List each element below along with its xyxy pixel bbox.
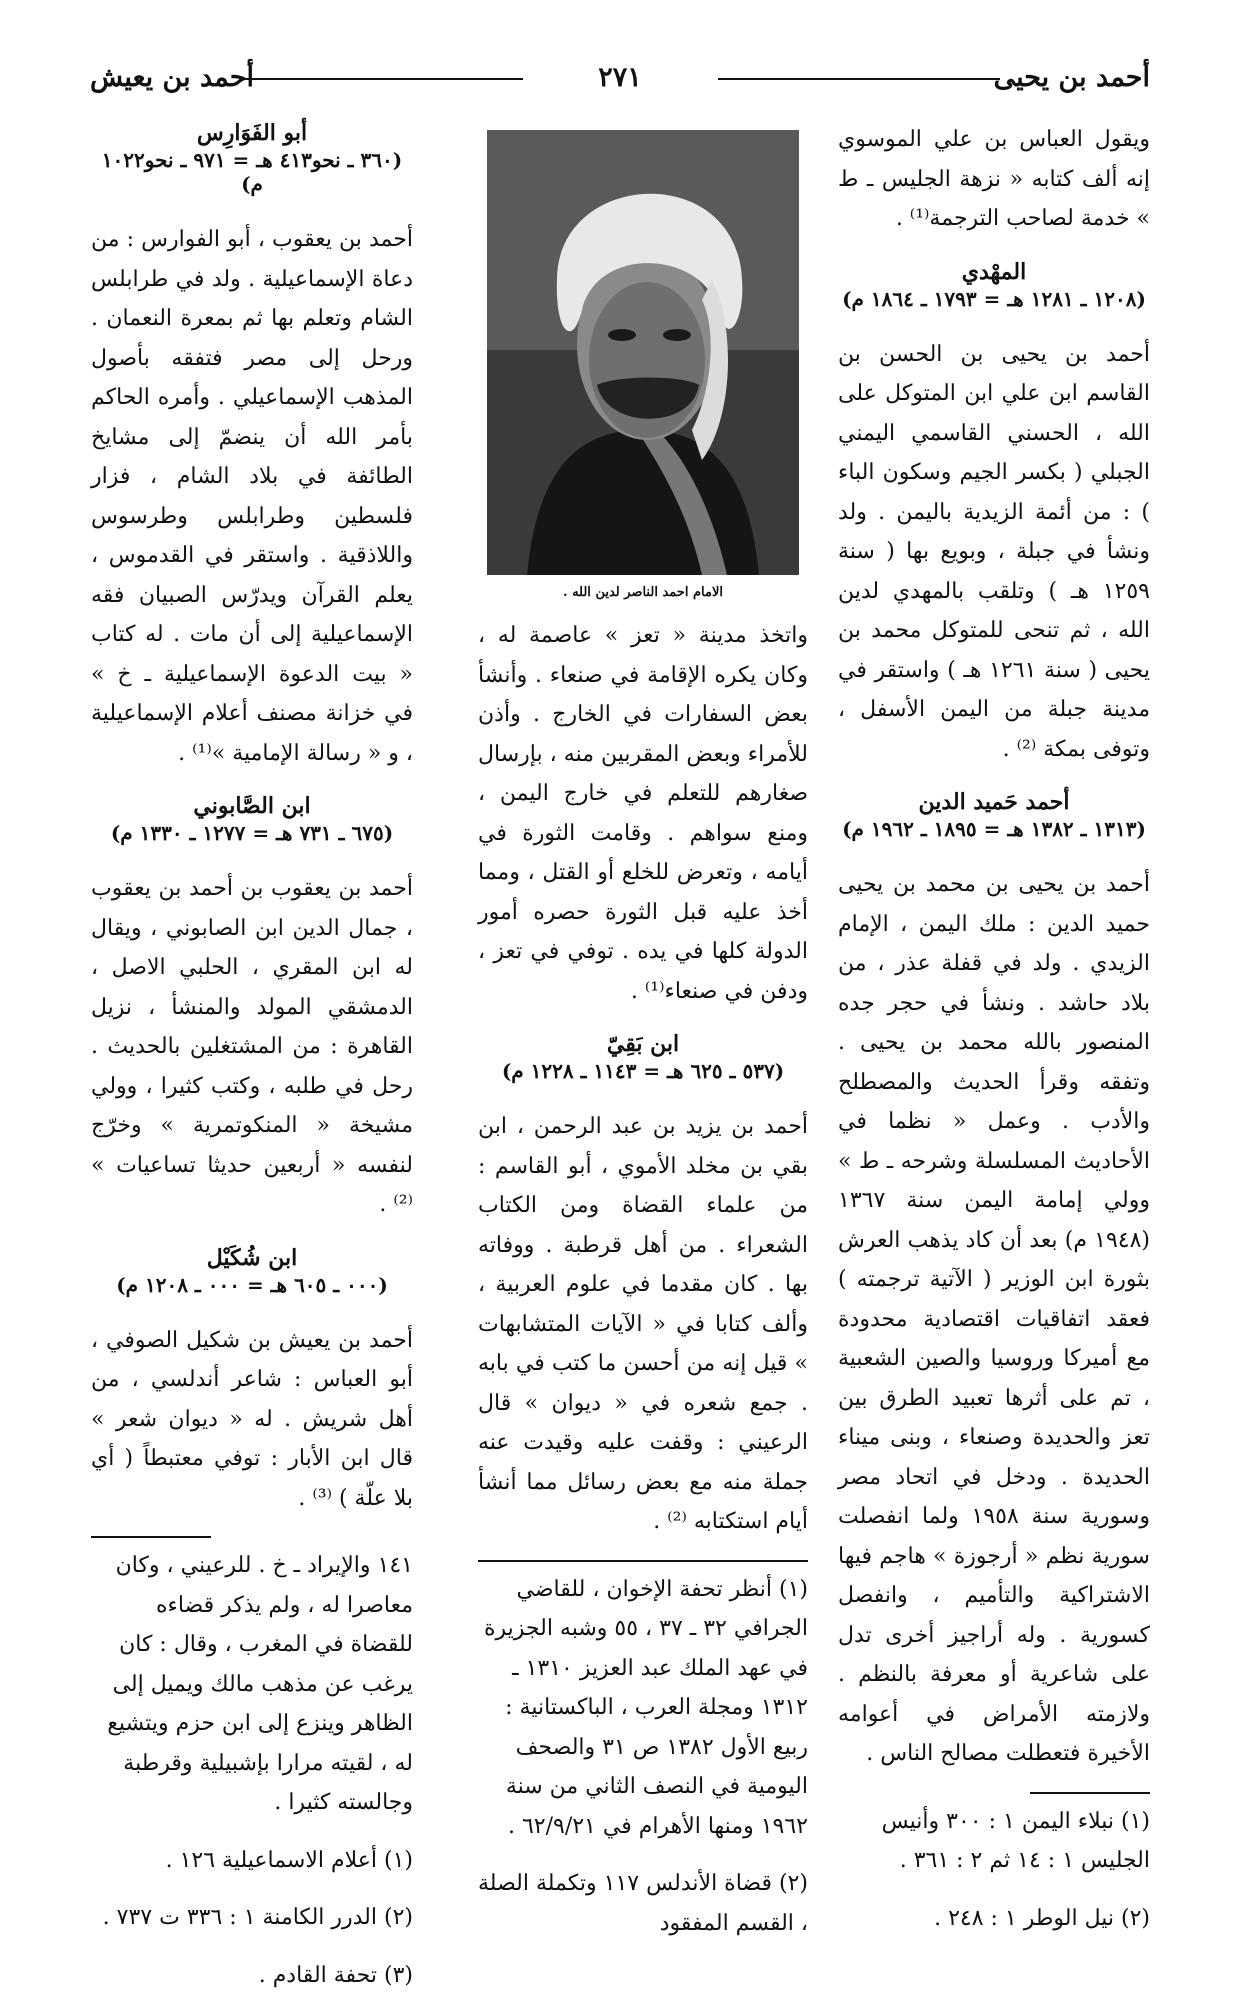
footnote: (٢) نيل الوطر ١ : ٢٤٨ . — [934, 1905, 1150, 1931]
portrait-illustration — [487, 130, 799, 575]
entry-body: أحمد بن يعيش بن شكيل الصوفي ، أبو العباس : شاعر أندلسي ، من أهل شريش . له « ديوان شعر » قال ابن الأبار : توفي معتبطاً ( أي بلا علّة ) ⁽³⁾ . — [91, 1327, 413, 1511]
intro-paragraph: ويقول العباس بن علي الموسوي إنه ألف كتابه « نزهة الجليس ـ ط » خدمة لصاحب الترجمة⁽¹⁾ . — [838, 127, 1150, 231]
continuation-paragraph: واتخذ مدينة « تعز » عاصمة له ، وكان يكره الإقامة في صنعاء . وأنشأ بعض السفارات في الخارج . وأذن للأمراء وبعض المقربين منه ، بإرسال صغارهم للتعلم في خارج اليمن ، ومنع سواهم . وقامت الثورة في أيامه ، وتعرض للخلع أو القتل ، ومما أخذ عليه قبل الثورة حصره أمور الدولة كلها في يده . توفي في تعز ، ودفن في صنعاء⁽¹⁾ . — [478, 623, 808, 1004]
entry-name: أحمد حَميد الدين — [918, 789, 1070, 815]
footnote: (١) أعلام الاسماعيلية ١٢٦ . — [165, 1847, 413, 1873]
entry-dates: (١٢٠٨ ـ ١٢٨١ هـ = ١٧٩٣ ـ ١٨٦٤ م) — [842, 286, 1146, 311]
entry-dates: (٥٣٧ ـ ٦٢٥ هـ = ١١٤٣ ـ ١٢٢٨ م) — [501, 1059, 785, 1083]
footnote: (٢) الدرر الكامنة ١ : ٣٣٦ ت ٧٣٧ . — [102, 1905, 413, 1930]
entry-body: أحمد بن يحيى بن محمد بن يحيى حميد الدين : ملك اليمن ، الإمام الزيدي . ولد في قفلة عذر ، من بلاد حاشد . ونشأ في حجر جده المنصور بالله محمد بن يحيى . وتفقه وقرأ الحديث والمصطلح والأدب . وعمل « نظما في الأحاديث المسلسلة وشرحه ـ ط » وولي إمامة اليمن سنة ١٣٦٧ (١٩٤٨ م) بعد أن كاد يذهب العرش بثورة ابن الوزير ( الآتية ترجمته ) فعقد اتفاقيات اقتصادية محدودة مع أميركا وروسيا والصين الشعبية ، تم على أثرها تعبيد الطرق بين تعز والحديدة وصنعاء ، وبنى ميناء الحديدة . ودخل في اتحاد مصر وسورية سنة ١٩٥٨ ولما انفصلت سورية نظم « أرجوزة » هاجم فيها الاشتراكية والتأميم ، وانفصل كسورية . وله أراجيز أخرى تدل على شاعرية أو معرفة بالنظم . ولازمته الأمراض في أعوامه الأخيرة فتعطلت مصالح الناس . — [838, 872, 1150, 1766]
page-number: ٢٧١ — [598, 62, 642, 93]
entry-body: أحمد بن يعقوب ، أبو الفوارس : من دعاة الإسماعيلية . ولد في طرابلس الشام وتعلم بها ثم بمعرة النعمان . ورحل إلى مصر فتفقه بأصول المذهب الإسماعيلي . وأمره الحاكم بأمر الله أن ينضمّ إلى مشايخ الطائفة في بلاد الشام ، فزار فلسطين وطرابلس وطرسوس واللاذقية . واستقر في القدموس ، يعلم القرآن ويدرّس الصبيان فقه الإسماعيلية إلى أن مات . له كتاب « بيت الدعوة الإسماعيلية ـ خ » في خزانة مصنف أعلام الإسماعيلية ، و « رسالة الإمامية »⁽¹⁾ . — [91, 227, 413, 766]
footnote-rule — [91, 1536, 211, 1538]
middle-column — [478, 130, 808, 1961]
header-rule-right — [718, 78, 1000, 80]
entry-name: ابن الصَّابوني — [193, 793, 311, 819]
entry-name: المهْدي — [961, 258, 1027, 285]
footnote-rule — [1030, 1792, 1150, 1794]
entry-name: ابن شُكَيْل — [206, 1244, 298, 1271]
entry-dates: (٦٧٥ ـ ٧٣١ هـ = ١٢٧٧ ـ ١٣٣٠ م) — [110, 821, 394, 845]
entry-body: أحمد بن يحيى بن الحسن بن القاسم ابن علي ابن المتوكل على الله ، الحسني القاسمي اليمني الجبلي ( بكسر الجيم وسكون الباء ) : من أئمة الزيدية باليمن . ولد ونشأ في جبلة ، وبويع بها ( سنة ١٢٥٩ هـ ) وتلقب بالمهدي لدين الله ، ثم تنحى للمتوكل محمد بن يحيى ( سنة ١٢٦١ هـ ) واستقر في مدينة جبلة من اليمن الأسفل ، وتوفى بمكة ⁽²⁾ . — [838, 341, 1150, 762]
entry-body: أحمد بن يزيد بن عبد الرحمن ، ابن بقي بن مخلد الأموي ، أبو القاسم : من علماء القضاة ومن الكتاب الشعراء . من أهل قرطبة . ووفاته بها . كان مقدما في علوم العربية ، وألف كتابا في « الآيات المتشابهات » قيل إنه من أحسن ما كتب في بابه . جمع شعره في « ديوان » قال الرعيني : وقفت عليه وقيدت عنه جملة منه مع بعض رسائل مما أنشأ أيام استكتابه ⁽²⁾ . — [478, 1114, 808, 1534]
footnote: (١) أنظر تحفة الإخوان ، للقاضي الجرافي ٣٢ ـ ٣٧ ، ٥٥ وشبه الجزيرة في عهد الملك عبد العزيز ١٣١٠ ـ ١٣١٢ ومجلة العرب ، الباكستانية : ربيع الأول ١٣٨٢ ص ٣١ والصحف اليومية في النصف الثاني من سنة ١٩٦٢ ومنها الأهرام في ٦٢/٩/٢١ . — [484, 1576, 808, 1839]
header-rule-left — [240, 78, 523, 80]
footnote: (٣) تحفة القادم . — [258, 1962, 413, 1988]
right-column — [838, 120, 1150, 1956]
entry-dates: (١٣١٣ ـ ١٣٨٢ هـ = ١٨٩٥ ـ ١٩٦٢ م) — [842, 817, 1146, 841]
running-head-left: أحمد بن يعيش — [90, 62, 254, 93]
footnote: ١٤١ والإيراد ـ خ . للرعيني ، وكان معاصرا له ، ولم يذكر قضاءه للقضاة في المغرب ، وقال : كان يرغب عن مذهب مالك ويميل إلى الظاهر وينزع إلى ابن حزم ويتشيع له ، لقيته مرارا بإشبيلية وقرطبة وجالسته كثيرا . — [107, 1553, 413, 1815]
footnote-rule — [478, 1560, 808, 1562]
footnote: (١) نبلاء اليمن ١ : ٣٠٠ وأنيس الجليس ١ : ١٤ ثم ٢ : ٣٦١ . — [881, 1808, 1150, 1873]
entry-dates: (٣٦٠ ـ نحو٤١٣ هـ = ٩٧١ ـ نحو١٠٢٢ م) — [101, 148, 403, 196]
entry-body: أحمد بن يعقوب بن أحمد بن يعقوب ، جمال الدين ابن الصابوني ، ويقال له ابن المقري ، الحلبي الاصل ، الدمشقي المولد والمنشأ ، نزيل القاهرة : من المشتغلين بالحديث . رحل في طلبه ، وكتب كثيرا ، وولي مشيخة « المنكوتمرية » وخرّج لنفسه « أربعين حديثا تساعيات » ⁽²⁾ . — [91, 876, 413, 1217]
entry-name: أبو الفَوَارِس — [196, 120, 308, 146]
footnote: (٢) قضاة الأندلس ١١٧ وتكملة الصلة ، القسم المفقود — [478, 1871, 808, 1936]
page-header — [90, 62, 1150, 102]
left-column — [91, 120, 413, 2013]
entry-name: ابن بَقِيّ — [606, 1031, 680, 1057]
running-head-right: أحمد بن يحيى — [993, 62, 1150, 93]
photo-caption: الامام احمد الناصر لدين الله . — [563, 585, 723, 600]
entry-dates: (٠٠٠ ـ ٦٠٥ هـ = ٠٠٠ ـ ١٢٠٨ م) — [116, 1272, 388, 1297]
portrait-photo — [487, 130, 799, 575]
